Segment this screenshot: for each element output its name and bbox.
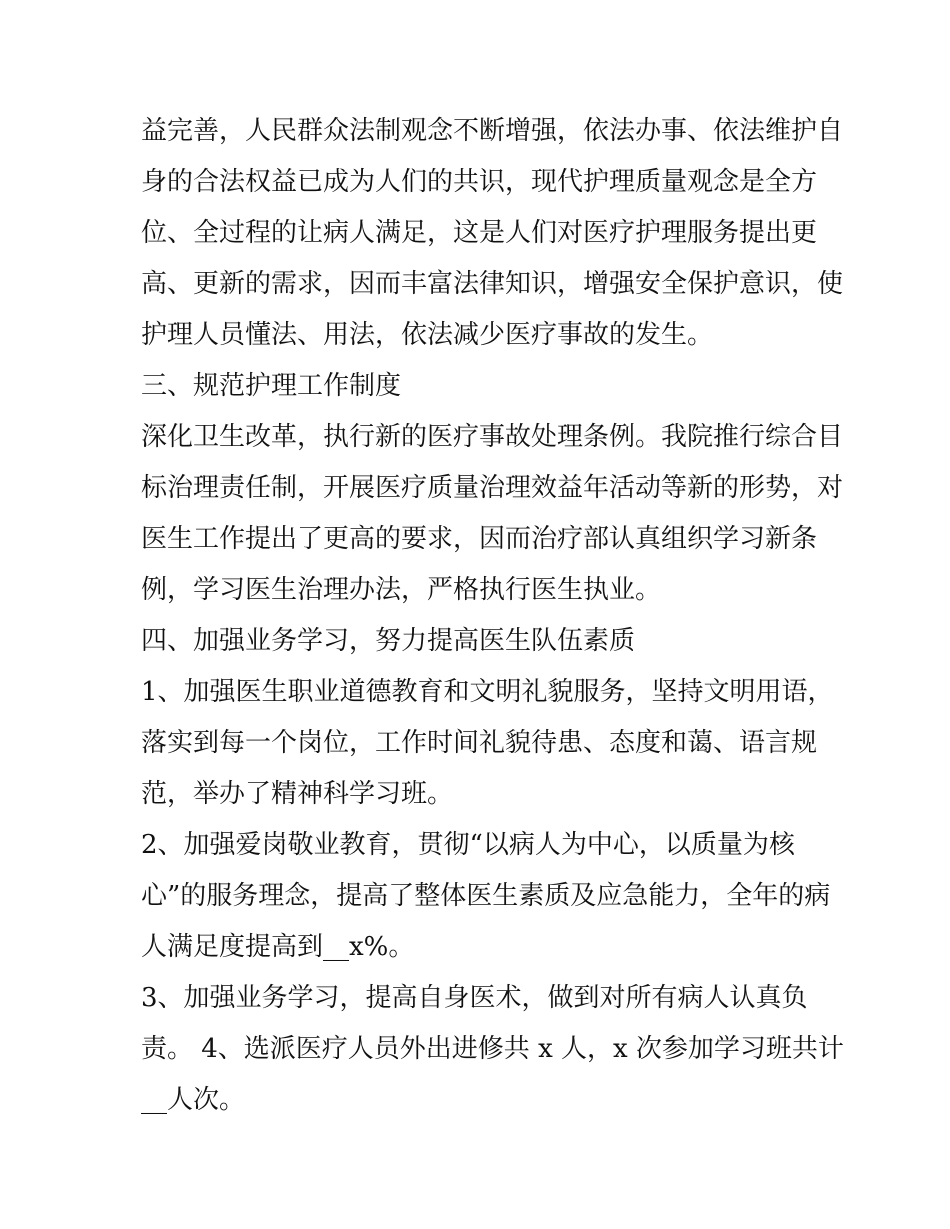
text-line: __人次。 [141, 1085, 246, 1115]
text-line: 高、更新的需求，因而丰富法律知识，增强安全保护意识，使 [141, 269, 844, 299]
text-line: 医生工作提出了更高的要求，因而治疗部认真组织学习新条 [141, 524, 818, 554]
text-line: 责。 4、选派医疗人员外出进修共 x 人，x 次参加学习班共计 [141, 1034, 844, 1064]
text-line: 深化卫生改革，执行新的医疗事故处理条例。我院推行综合目 [141, 422, 844, 452]
text-line: 护理人员懂法、用法，依法减少医疗事故的发生。 [141, 320, 714, 350]
text-line: 益完善，人民群众法制观念不断增强，依法办事、依法维护自 [141, 116, 844, 146]
section-heading: 四、加强业务学习，努力提高医生队伍素质 [141, 626, 636, 656]
text-line: 身的合法权益已成为人们的共识，现代护理质量观念是全方 [141, 167, 818, 197]
text-line: 例，学习医生治理办法，严格执行医生执业。 [141, 575, 662, 605]
text-line: 心”的服务理念，提高了整体医生素质及应急能力，全年的病 [141, 881, 831, 911]
list-item-line: 3、加强业务学习，提高自身医术，做到对所有病人认真负 [141, 983, 808, 1013]
text-line: 落实到每一个岗位，工作时间礼貌待患、态度和蔼、语言规 [141, 728, 818, 758]
text-line: 范，举办了精神科学习班。 [141, 779, 454, 809]
section-heading: 三、规范护理工作制度 [141, 371, 402, 401]
document-body [141, 106, 844, 1126]
text-line: 人满足度提高到__x%。 [141, 932, 415, 962]
list-item-line: 2、加强爱岗敬业教育，贯彻“以病人为中心，以质量为核 [141, 830, 795, 860]
text-line: 位、全过程的让病人满足，这是人们对医疗护理服务提出更 [141, 218, 818, 248]
text-line: 标治理责任制，开展医疗质量治理效益年活动等新的形势，对 [141, 473, 844, 503]
list-item-line: 1、加强医生职业道德教育和文明礼貌服务，坚持文明用语， [141, 677, 834, 707]
